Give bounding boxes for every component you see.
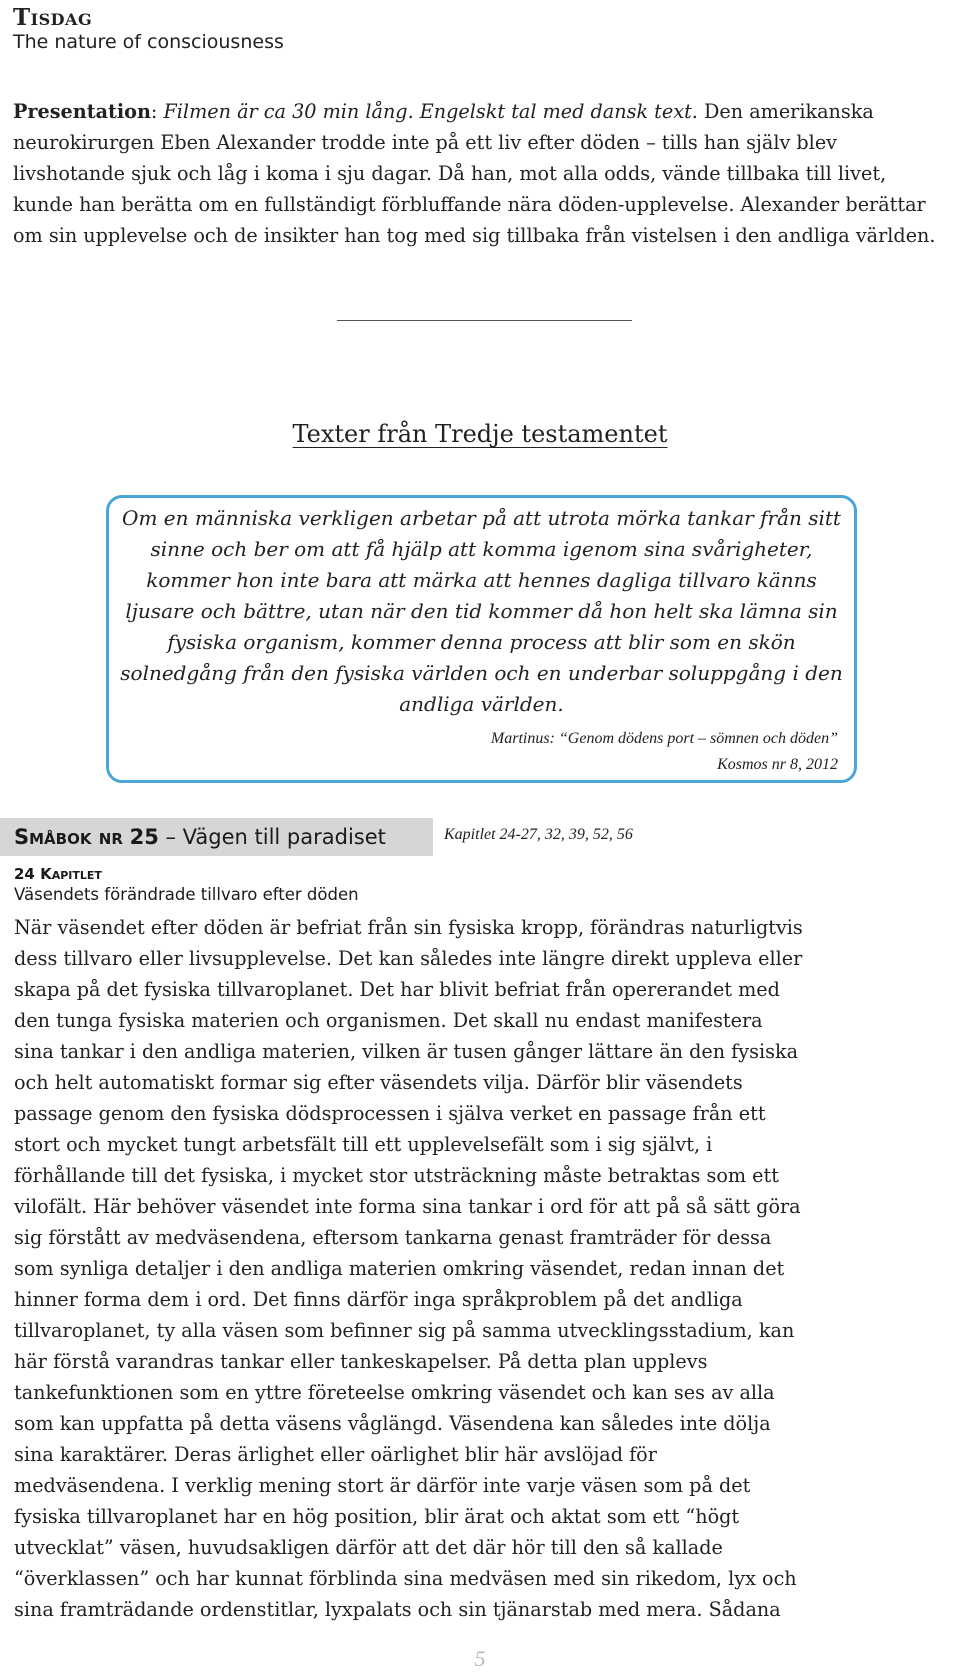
presentation-note: Filmen är ca 30 min lång. Engelskt tal med dansk text. [163, 100, 698, 123]
body-line: vilofält. Här behöver väsendet inte forma sina tankar i ord för att på så sätt göra [14, 1195, 801, 1218]
book-header [14, 820, 386, 854]
chapter-number: 24 [14, 865, 35, 883]
presentation-paragraph [13, 96, 948, 251]
body-line: sina karaktärer. Deras ärlighet eller oärlighet blir här avslöjad för [14, 1443, 657, 1466]
book-number: 25 [129, 825, 159, 849]
chapter-heading [14, 865, 102, 883]
book-chapter-list: Kapitlet 24-27, 32, 39, 52, 56 [444, 826, 633, 843]
body-line: förhållande till det fysiska, i mycket stor utsträckning måste betraktas som ett [14, 1164, 779, 1187]
body-line: som synliga detaljer i den andliga materien omkring väsendet, redan innan det [14, 1257, 785, 1280]
book-title: – Vägen till paradiset [165, 825, 386, 849]
chapter-title: Väsendets förändrade tillvaro efter döden [14, 885, 359, 904]
body-line: och helt automatiskt formar sig efter väsendets vilja. Därför blir väsendets [14, 1071, 743, 1094]
chapter-label: Kapitlet [40, 865, 102, 883]
body-line: sig förstått av medväsendena, eftersom tankarna genast framträder för dessa [14, 1226, 772, 1249]
body-line: här förstå varandras tankar eller tankeskapelser. På detta plan upplevs [14, 1350, 708, 1373]
page-number: 5 [474, 1646, 486, 1671]
section-divider [337, 320, 632, 321]
body-line: sina framträdande ordenstitlar, lyxpalats och sin tjänarstab med mera. Sådana [14, 1598, 781, 1621]
quote-text: Om en människa verkligen arbetar på att utrota mörka tankar från sitt sinne och ber om att få hjälp att komma igenom sina svårigheter, kommer hon inte bara att märka att hennes dagliga tillvaro känns ljusare och bättre, utan när den tid kommer då hon helt ska lämna sin fysiska organism, kommer denna process att blir som en skön solnedgång från den fysiska världen och en underbar soluppgång i den andliga världen. [120, 506, 843, 716]
day-subtitle: The nature of consciousness [13, 31, 284, 53]
presentation-label: Presentation [13, 100, 151, 123]
quote-source [491, 726, 838, 778]
chapter-body [14, 912, 954, 1625]
body-line: “överklassen” och har kunnat förblinda sina medväsen med sin rikedom, lyx och [14, 1567, 797, 1590]
body-line: medväsendena. I verklig mening stort är därför inte varje väsen som på det [14, 1474, 751, 1497]
book-prefix: Småbok nr [14, 825, 123, 849]
body-line: som kan uppfatta på detta väsens våglängd. Väsendena kan således inte dölja [14, 1412, 771, 1435]
body-line: passage genom den fysiska dödsprocessen i själva verket en passage från ett [14, 1102, 766, 1125]
body-line: sina tankar i den andliga materien, vilken är tusen gånger lättare än den fysiska [14, 1040, 799, 1063]
body-line: stort och mycket tungt arbetsfält till ett upplevelsefält som i sig självt, i [14, 1133, 713, 1156]
body-line: skapa på det fysiska tillvaroplanet. Det har blivit befriat från opererandet med [14, 978, 780, 1001]
quote-source-publication: Kosmos nr 8, 2012 [717, 756, 838, 773]
body-line: utvecklat” väsen, huvudsakligen därför att det där hör till den så kallade [14, 1536, 723, 1559]
presentation-text: Den amerikanska neurokirurgen Eben Alexander trodde inte på ett liv efter döden – tills han själv blev livshotande sjuk och låg i koma i sju dagar. Då han, mot alla odds, vände tillbaka till livet, kunde han berätta om en fullständigt förbluffande nära döden-upplevelse. Alexander berättar om sin upplevelse och de insikter han tog med sig tillbaka från vistelsen i den andliga världen. [13, 100, 936, 247]
day-title: Tisdag [13, 4, 93, 31]
body-line: den tunga fysiska materien och organismen. Det skall nu endast manifestera [14, 1009, 763, 1032]
body-line: hinner forma dem i ord. Det finns därför inga språkproblem på det andliga [14, 1288, 743, 1311]
body-line: tankefunktionen som en yttre företeelse omkring väsendet och kan ses av alla [14, 1381, 775, 1404]
quote-section-heading: Texter från Tredje testamentet [292, 420, 668, 448]
body-line: fysiska tillvaroplanet har en hög position, blir ärat och aktat som ett “högt [14, 1505, 740, 1528]
body-line: tillvaroplanet, ty alla väsen som befinner sig på samma utvecklingsstadium, kan [14, 1319, 795, 1342]
quote-box [106, 495, 857, 783]
quote-source-author: Martinus: “Genom dödens port – sömnen och döden” [490, 730, 838, 747]
presentation-colon: : [150, 100, 164, 123]
body-line: dess tillvaro eller livsupplevelse. Det kan således inte längre direkt uppleva eller [14, 947, 803, 970]
body-line: När väsendet efter döden är befriat från sin fysiska kropp, förändras naturligtvis [14, 916, 803, 939]
